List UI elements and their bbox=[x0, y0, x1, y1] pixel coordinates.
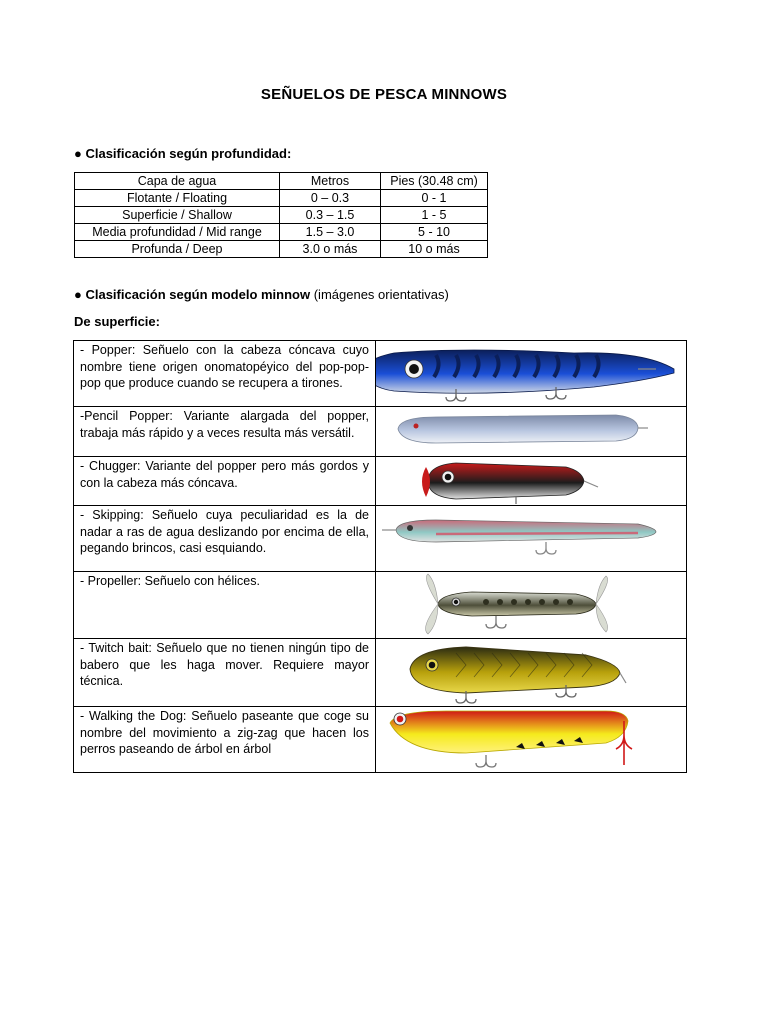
lure-description: -Pencil Popper: Variante alargada del popper, trabaja más rápido y a veces resulta más versátil. bbox=[74, 407, 376, 457]
spot-mark bbox=[483, 599, 489, 605]
propeller-lure-image bbox=[376, 572, 687, 639]
surface-subheading: De superficie: bbox=[74, 314, 160, 329]
walking-the-dog-lure-svg bbox=[376, 707, 686, 771]
popper-lure-svg bbox=[376, 341, 686, 405]
depth-cell-feet: 1 - 5 bbox=[381, 207, 488, 224]
lure-row bbox=[74, 639, 687, 707]
lure-row bbox=[74, 707, 687, 773]
chugger-lure-svg bbox=[376, 457, 686, 504]
lure-pupil-icon bbox=[397, 716, 404, 723]
lure-description: - Twitch bait: Señuelo que no tienen ningún tipo de babero que les haga mover. Requiere mayor técnica. bbox=[74, 639, 376, 707]
depth-header-meters: Metros bbox=[280, 173, 381, 190]
model-section-heading-text: ● Clasificación según modelo minnow bbox=[74, 287, 311, 302]
lure-row bbox=[74, 572, 687, 639]
lure-row bbox=[74, 506, 687, 572]
pencil-popper-lure-svg bbox=[376, 407, 686, 455]
depth-cell-layer: Profunda / Deep bbox=[75, 241, 280, 258]
split-ring-icon bbox=[584, 481, 598, 487]
lure-description: - Walking the Dog: Señuelo paseante que coge su nombre del movimiento a zig-zag que hacen los perros paseando de árbol en árbol bbox=[74, 707, 376, 773]
skipping-lure-image bbox=[376, 506, 687, 572]
spot-mark bbox=[525, 599, 531, 605]
front-propeller-icon bbox=[426, 574, 438, 634]
lure-eye-icon bbox=[407, 525, 413, 531]
lure-description: - Popper: Señuelo con la cabeza cóncava cuyo nombre tiene origen onomatopéyico del pop-pop-pop que produce cuando se recupera a tirones. bbox=[74, 341, 376, 407]
treble-hook-icon bbox=[486, 616, 506, 628]
twitch-bait-lure-image bbox=[376, 639, 687, 707]
treble-hook-icon bbox=[476, 755, 496, 767]
depth-table-row bbox=[75, 207, 488, 224]
depth-table bbox=[74, 172, 488, 258]
lure-eye-icon bbox=[414, 424, 419, 429]
depth-table-row bbox=[75, 190, 488, 207]
model-section-heading bbox=[74, 287, 449, 302]
depth-header-feet: Pies (30.48 cm) bbox=[381, 173, 488, 190]
depth-table-header-row bbox=[75, 173, 488, 190]
propeller-lure-svg bbox=[376, 572, 686, 637]
lures-table bbox=[73, 340, 687, 773]
twitch-bait-lure-svg bbox=[376, 639, 686, 705]
page-title: SEÑUELOS DE PESCA MINNOWS bbox=[260, 86, 508, 103]
depth-table-row bbox=[75, 241, 488, 258]
lure-row bbox=[74, 341, 687, 407]
spot-mark bbox=[539, 599, 545, 605]
lure-pupil-icon bbox=[454, 600, 458, 604]
rear-propeller-icon bbox=[596, 576, 608, 632]
depth-cell-feet: 5 - 10 bbox=[381, 224, 488, 241]
lure-description: - Propeller: Señuelo con hélices. bbox=[74, 572, 376, 639]
propeller-body bbox=[438, 592, 596, 616]
depth-section-heading: ● Clasificación según profundidad: bbox=[74, 146, 292, 161]
spot-mark bbox=[567, 599, 573, 605]
model-section-note: (imágenes orientativas) bbox=[310, 287, 449, 302]
depth-cell-layer: Media profundidad / Mid range bbox=[75, 224, 280, 241]
twitch-bait-body bbox=[410, 647, 620, 693]
split-ring-icon bbox=[620, 673, 626, 683]
depth-cell-meters: 1.5 – 3.0 bbox=[280, 224, 381, 241]
popper-lure-image bbox=[376, 341, 687, 407]
lure-pupil-icon bbox=[429, 662, 436, 669]
lure-row bbox=[74, 407, 687, 457]
treble-hook-icon bbox=[506, 497, 526, 504]
depth-cell-meters: 3.0 o más bbox=[280, 241, 381, 258]
walking-the-dog-body bbox=[390, 711, 628, 753]
pencil-popper-body bbox=[398, 415, 638, 443]
chugger-cup-mouth bbox=[422, 467, 430, 497]
spot-mark bbox=[511, 599, 517, 605]
depth-header-layer: Capa de agua bbox=[75, 173, 280, 190]
depth-cell-layer: Superficie / Shallow bbox=[75, 207, 280, 224]
spot-mark bbox=[553, 599, 559, 605]
skipping-lure-svg bbox=[376, 506, 686, 570]
depth-cell-feet: 10 o más bbox=[381, 241, 488, 258]
pencil-popper-lure-image bbox=[376, 407, 687, 457]
chugger-lure-image bbox=[376, 457, 687, 506]
lateral-line-mark bbox=[436, 533, 638, 534]
depth-cell-meters: 0.3 – 1.5 bbox=[280, 207, 381, 224]
walking-the-dog-lure-image bbox=[376, 707, 687, 773]
spot-mark bbox=[497, 599, 503, 605]
depth-cell-meters: 0 – 0.3 bbox=[280, 190, 381, 207]
treble-hook-icon bbox=[536, 542, 556, 554]
depth-table-row bbox=[75, 224, 488, 241]
lure-description: - Skipping: Señuelo cuya peculiaridad es la de nadar a ras de agua deslizando por encima de ella, pegando brincos, casi esquiando. bbox=[74, 506, 376, 572]
depth-cell-layer: Flotante / Floating bbox=[75, 190, 280, 207]
lure-pupil-icon bbox=[409, 364, 419, 374]
lure-row bbox=[74, 457, 687, 506]
lure-pupil-icon bbox=[445, 474, 452, 481]
lure-description: - Chugger: Variante del popper pero más gordos y con la cabeza más cóncava. bbox=[74, 457, 376, 506]
depth-cell-feet: 0 - 1 bbox=[381, 190, 488, 207]
skipping-body bbox=[396, 520, 656, 542]
